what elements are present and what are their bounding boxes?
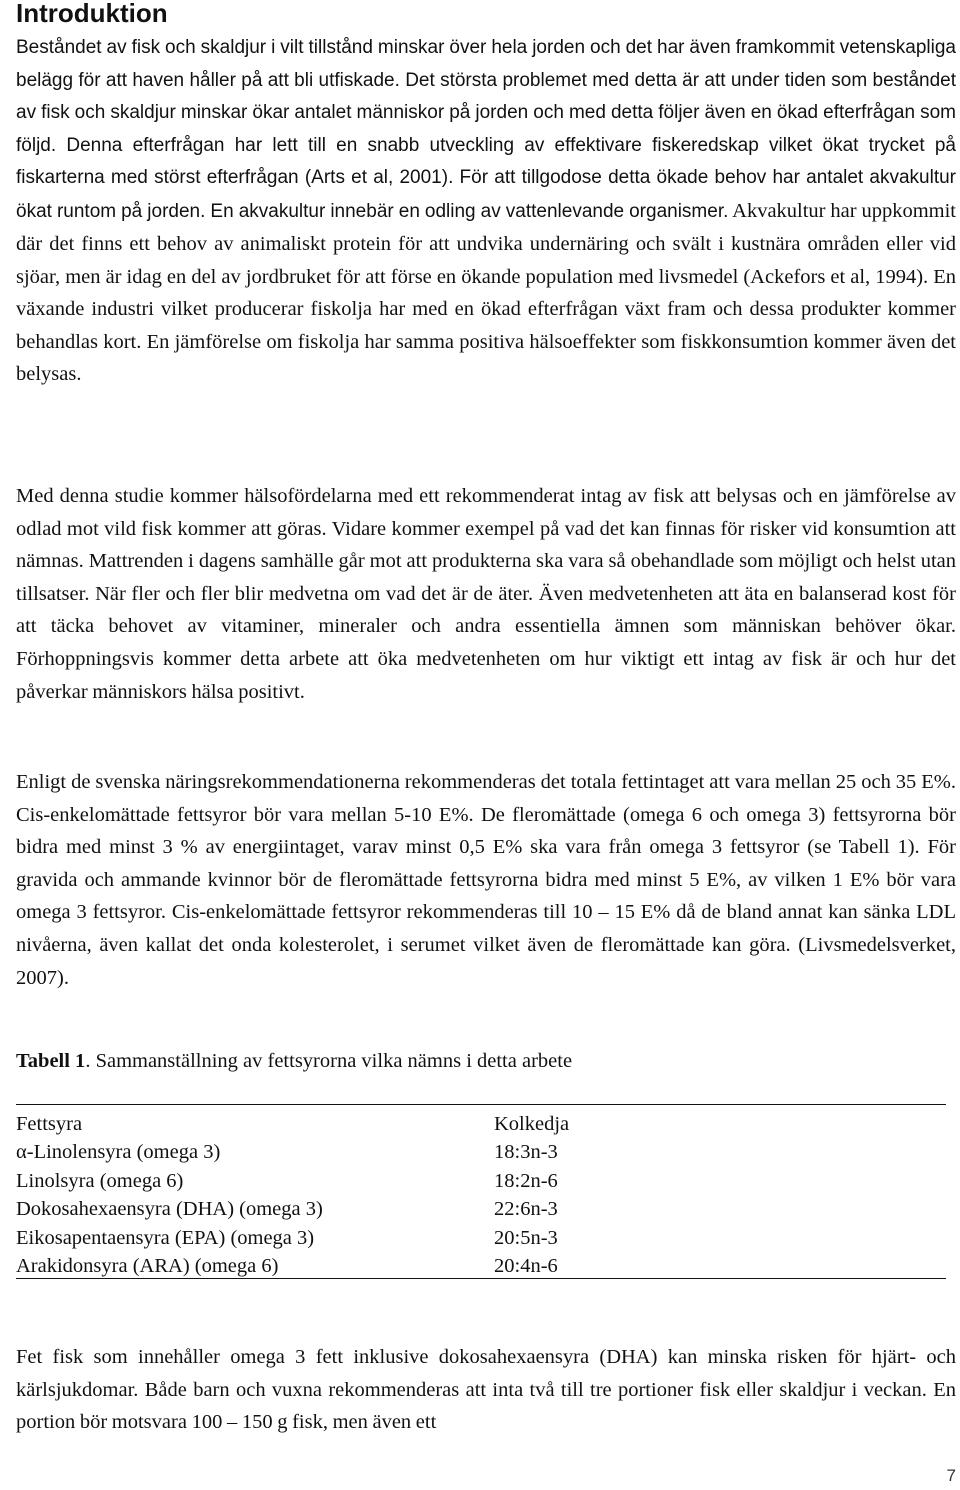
table-cell-kolkedja: 20:4n-6: [494, 1255, 558, 1277]
table-row: [16, 1250, 946, 1279]
paragraph-fish-health: Fet fisk som innehåller omega 3 fett inklusive dokosahexaensyra (DHA) kan minska risken för hjärt- och kärlsjukdomar. Både barn och vuxna rekommenderas att inta två till tre portioner fisk eller skaldjur i veckan. En portion bör motsvara 100 – 150 g fisk, men även ett: [16, 1346, 956, 1434]
table-cell-fettsyra: Dokosahexaensyra (DHA) (omega 3): [16, 1198, 323, 1220]
table-header-kolkedja: Kolkedja: [494, 1112, 570, 1135]
table-cell-fettsyra: Linolsyra (omega 6): [16, 1169, 184, 1192]
table-header-fettsyra: Fettsyra: [16, 1112, 83, 1135]
paragraph-nutrition-recommendations: Enligt de svenska näringsrekommendationerna rekommenderas det totala fettintaget att vara mellan 25 och 35 E%. Cis-enkelomättade fettsyror bör vara mellan 5-10 E%. De fleromättade (omega 6 och omega 3) fettsyrorna bör bidra med minst 3 % av energiintaget, varav minst 0,5 E% ska vara från omega 3 fettsyror (se Tabell 1). För gravida och ammande kvinnor bör de fleromättade fettsyrorna bidra med minst 5 E%, av vilken 1 E% bör vara omega 3 fettsyror. Cis-enkelomättade fettsyror rekommenderas till 10 – 15 E% då de bland annat kan sänka LDL nivåerna, även kallat det onda kolesterolet, i serumet vilket även de fleromättade kan göra. (Livsmedelsverket, 2007).: [16, 771, 956, 989]
table-row: [16, 1164, 946, 1193]
table-cell-fettsyra: α-Linolensyra (omega 3): [16, 1141, 221, 1163]
table-cell-kolkedja: 20:5n-3: [494, 1226, 558, 1249]
section-heading: Introduktion: [16, 0, 168, 28]
paragraph-intro: [16, 32, 956, 391]
document-page: [16, 0, 956, 1434]
page-number: 7: [946, 1466, 956, 1485]
table-caption-label: Tabell 1: [16, 1050, 86, 1072]
table-cell-fettsyra: Arakidonsyra (ARA) (omega 6): [16, 1255, 279, 1277]
table-row: [16, 1221, 946, 1250]
paragraph-intro-sans: Beståndet av fisk och skaldjur i vilt tillstånd minskar över hela jorden och det har även framkommit vetenskapliga belägg för att haven håller på att bli utfiskade. Det största problemet med detta är att under tiden som beståndet av fisk och skaldjur minskar ökar antalet människor på jorden och med detta följer även en ökad efterfrågan som följd. Denna efterfrågan har lett till en snabb utveckling av effektivare fiskeredskap vilket ökat trycket på fiskarterna med störst efterfrågan (Arts et al, 2001). För att tillgodose detta ökade behov har antalet akvakultur ökat runtom på jorden. En akvakultur innebär en odling av vattenlevande organismer.: [16, 37, 956, 222]
table-cell-kolkedja: 18:2n-6: [494, 1169, 558, 1192]
fatty-acid-table: [16, 1104, 946, 1279]
table-caption: [16, 1050, 572, 1073]
paragraph-intro-serif: Akvakultur har uppkommit där det finns ett behov av animaliskt protein för att undvika undernäring och svält i kustnära områden eller vid sjöar, men är idag en del av jordbruket för att förse en ökande population med livsmedel (Ackefors et al, 1994). En växande industri vilket producerar fiskolja har med en ökad efterfrågan växt fram och dessa produkter kommer behandlas kort. En jämförelse om fiskolja har samma positiva hälsoeffekter som fiskkonsumtion kommer även det belysas.: [16, 199, 956, 386]
table-row: [16, 1136, 946, 1165]
table-cell-fettsyra: Eikosapentaensyra (EPA) (omega 3): [16, 1226, 315, 1249]
table-cell-kolkedja: 18:3n-3: [494, 1141, 558, 1163]
table-header-row: [16, 1105, 946, 1136]
table-cell-kolkedja: 22:6n-3: [494, 1198, 558, 1220]
table-caption-text: . Sammanställning av fettsyrorna vilka nämns i detta arbete: [85, 1050, 573, 1072]
paragraph-study-purpose: Med denna studie kommer hälsofördelarna med ett rekommenderat intag av fisk att belysas och en jämförelse av odlad mot vild fisk kommer att göras. Vidare kommer exempel på vad det kan finnas för risker vid konsumtion att nämnas. Mattrenden i dagens samhälle går mot att produkterna ska vara så obehandlade som möjligt och helst utan tillsatser. När fler och fler blir medvetna om vad det är de äter. Även medvetenheten att äta en balanserad kost för att täcka behovet av vitaminer, mineraler och andra essentiella ämnen som människan behöver ökar. Förhoppningsvis kommer detta arbete att öka medvetenheten om hur viktigt ett intag av fisk är och hur det påverkar människors hälsa positivt.: [16, 485, 956, 703]
table-row: [16, 1193, 946, 1222]
fatty-acid-table-wrapper: [16, 1104, 946, 1279]
